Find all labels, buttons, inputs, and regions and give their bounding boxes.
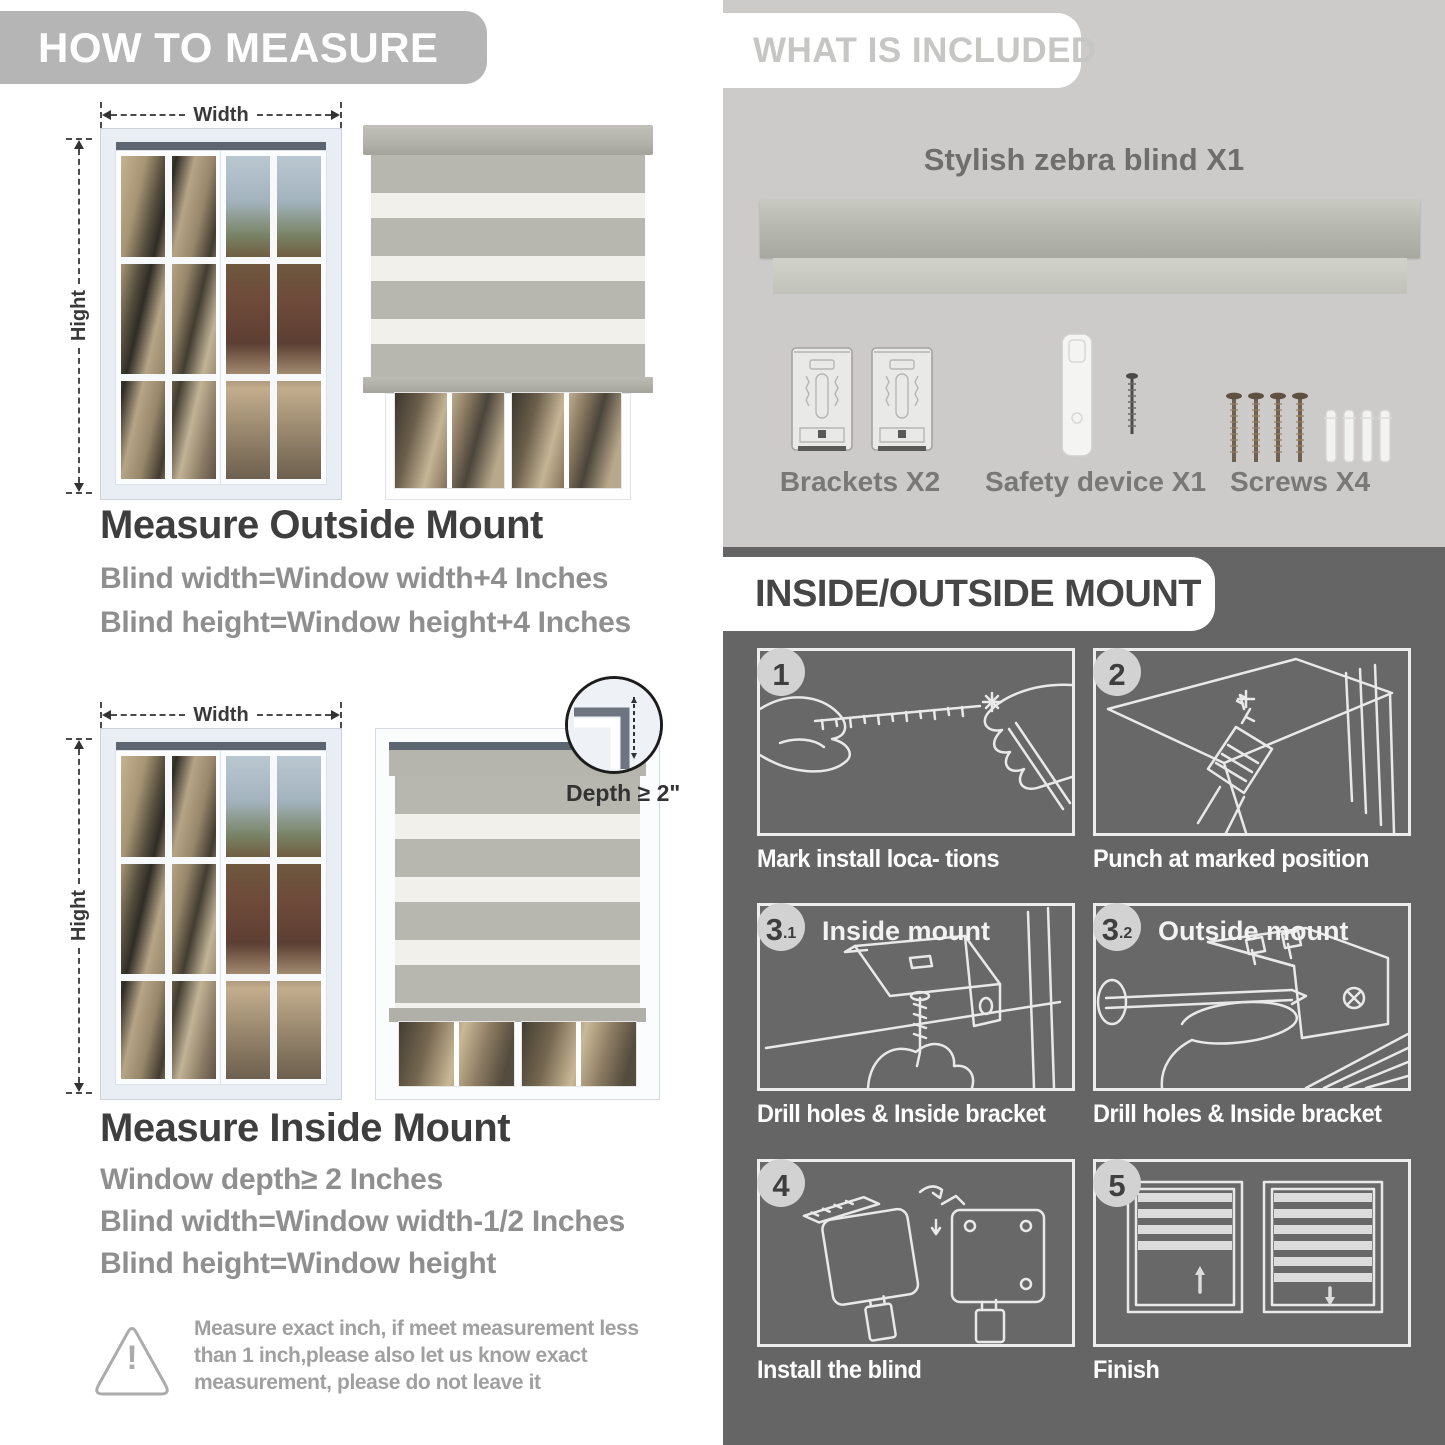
step-inside-bracket (757, 903, 1075, 1129)
dim-tick (66, 492, 92, 494)
what-is-included-header: WHAT IS INCLUDED (723, 13, 1081, 88)
dim-dash (111, 714, 185, 716)
inside-mount-heading: Measure Inside Mount (100, 1106, 511, 1150)
window-below-blind (385, 393, 631, 500)
step-caption: Drill holes & Inside bracket (1093, 1100, 1382, 1128)
screws-image (1222, 388, 1398, 475)
window-top-shadow (116, 742, 326, 751)
step-number-badge (1093, 648, 1141, 696)
step-number-badge (1093, 903, 1141, 951)
arrowhead-left-icon (102, 710, 111, 720)
arrowhead-right-icon (331, 710, 340, 720)
step-panel (757, 648, 1075, 836)
arrowhead-right-icon (331, 110, 340, 120)
blind-bottom-rail (363, 377, 653, 393)
width-label: Width (193, 703, 249, 726)
step-caption: Finish (1093, 1356, 1160, 1384)
blind-stripes (371, 155, 645, 377)
badge-number: 3 (1101, 912, 1119, 947)
arrowhead-up-icon (74, 740, 84, 749)
packed-blind-image (760, 200, 1420, 258)
step-caption: Drill holes & Inside bracket (757, 1100, 1046, 1128)
blind-bottom-rail (389, 1008, 646, 1022)
step-panel (1093, 1159, 1411, 1347)
depth-label: Depth ≥ 2" (566, 780, 681, 806)
safety-device-icon (1048, 330, 1158, 460)
width-arrow-inside (100, 702, 342, 728)
step-number-badge (757, 648, 805, 696)
exclamation-glyph: ! (126, 1339, 138, 1377)
dim-tick (340, 102, 342, 128)
blind-stripes (395, 776, 640, 1008)
step-caption: Punch at marked position (1093, 845, 1369, 873)
window-top-shadow (116, 142, 326, 151)
measuring-tape-illustration (760, 651, 1072, 833)
badge-subnumber: .2 (1118, 924, 1133, 942)
step-panel-title: Inside mount (822, 916, 990, 946)
warning-triangle-icon (92, 1323, 172, 1399)
step-number-badge (1093, 1159, 1141, 1207)
window-pane (512, 393, 621, 488)
outside-width-formula: Blind width=Window width+4 Inches (100, 562, 609, 595)
window-photo-inside (100, 728, 342, 1100)
how-to-measure-header: HOW TO MEASURE (0, 11, 487, 84)
screws-icon (1222, 388, 1398, 470)
mount-section-header: INSIDE/OUTSIDE MOUNT (723, 557, 1215, 631)
dim-tick (340, 702, 342, 728)
finished-blinds-illustration (1096, 1162, 1408, 1344)
brackets-icon (788, 342, 938, 460)
warning-text: Measure exact inch, if meet measurement less than 1 inch,please also let us know exact measurement, please do not leave it (194, 1317, 639, 1394)
arrowhead-up-icon (74, 140, 84, 149)
drill-illustration (1096, 651, 1408, 833)
dim-dash (78, 149, 80, 284)
window-sash-left (116, 151, 221, 484)
inside-height-formula: Blind height=Window height (100, 1247, 497, 1280)
window-sash-right (221, 151, 326, 484)
product-name: Stylish zebra blind X1 (923, 142, 1245, 177)
window-sash-right (221, 751, 326, 1084)
outside-mount-heading: Measure Outside Mount (100, 503, 543, 547)
step-punch-position (1093, 648, 1411, 874)
zebra-blind-outside-figure (358, 115, 658, 500)
badge-subnumber: .1 (782, 924, 797, 942)
depth-detail-magnifier (565, 676, 663, 774)
window-sashes (116, 751, 326, 1084)
safety-device-image (1048, 330, 1158, 465)
screws-label: Screws X4 (1229, 466, 1371, 497)
dim-tick (66, 1092, 92, 1094)
safety-device-label: Safety device X1 (985, 466, 1207, 497)
window-pane (395, 393, 504, 488)
inside-width-formula: Blind width=Window width-1/2 Inches (100, 1205, 626, 1238)
window-pane (399, 1022, 514, 1086)
arrowhead-down-icon (74, 483, 84, 492)
step-number-badge (757, 903, 805, 951)
width-arrow-outside (100, 102, 342, 128)
step-panel (1093, 903, 1411, 1091)
height-arrow-inside (66, 738, 92, 1094)
install-steps-grid (757, 648, 1417, 1438)
height-arrow-outside (66, 138, 92, 494)
blind-headrail (363, 125, 653, 155)
window-sashes (116, 151, 326, 484)
step-outside-bracket (1093, 903, 1411, 1129)
height-label: Hight (67, 890, 90, 942)
window-below-blind (399, 1022, 636, 1086)
badge-number: 5 (1108, 1168, 1126, 1203)
badge-number: 3 (765, 912, 783, 947)
dim-dash (111, 114, 185, 116)
step-panel (757, 1159, 1075, 1347)
window-panes (395, 393, 621, 488)
step-number-badge (757, 1159, 805, 1207)
step-panel-title: Outside mount (1158, 916, 1349, 946)
height-label: Hight (67, 290, 90, 342)
window-inner (116, 142, 326, 484)
dim-dash (78, 348, 80, 483)
dim-dash (78, 948, 80, 1083)
window-corner-detail-icon (568, 679, 660, 771)
window-inner (116, 742, 326, 1084)
badge-number: 4 (772, 1168, 790, 1203)
window-photo-outside (100, 128, 342, 500)
step-panel (757, 903, 1075, 1091)
arrowhead-left-icon (102, 110, 111, 120)
step-finish (1093, 1159, 1411, 1385)
inside-depth-rule: Window depth≥ 2 Inches (100, 1163, 443, 1196)
step-caption: Install the blind (757, 1356, 922, 1384)
dim-dash (78, 749, 80, 884)
install-blind-illustration (760, 1162, 1072, 1344)
dim-dash (257, 714, 331, 716)
packed-blind-valance (773, 258, 1407, 294)
badge-number: 2 (1108, 657, 1126, 692)
window-pane (522, 1022, 637, 1086)
window-sash-left (116, 751, 221, 1084)
step-panel (1093, 648, 1411, 836)
width-label: Width (193, 103, 249, 126)
outside-height-formula: Blind height=Window height+4 Inches (100, 606, 631, 639)
badge-number: 1 (772, 657, 790, 692)
measure-warning-note (92, 1315, 652, 1399)
step-install-blind (757, 1159, 1075, 1385)
brackets-image (788, 342, 938, 465)
dim-dash (257, 114, 331, 116)
arrowhead-down-icon (74, 1083, 84, 1092)
step-caption: Mark install loca- tions (757, 845, 1000, 873)
step-mark-locations (757, 648, 1075, 874)
brackets-label: Brackets X2 (779, 466, 941, 497)
